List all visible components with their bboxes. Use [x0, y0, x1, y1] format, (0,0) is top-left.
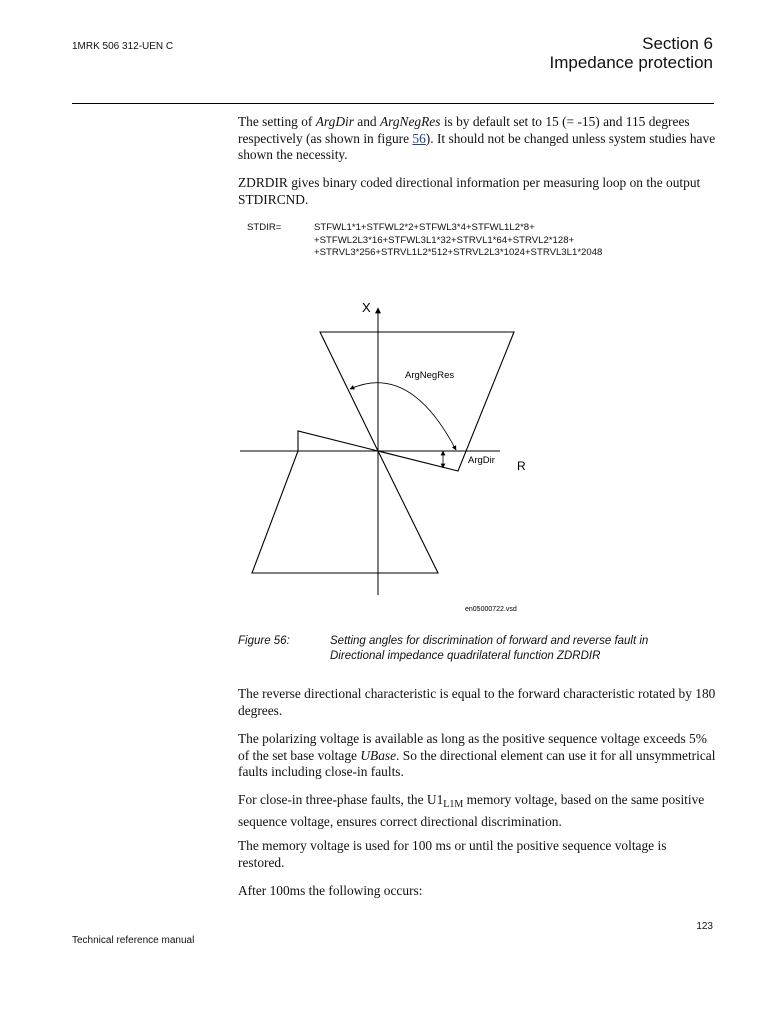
formula-line: +STRVL3*256+STRVL1L2*512+STRVL2L3*1024+STRVL3L1*2048	[314, 247, 603, 258]
formula-body	[314, 222, 694, 260]
argnegres-term: ArgNegRes	[379, 114, 441, 129]
argnegres-arc	[350, 383, 456, 450]
document-id: 1MRK 506 312-UEN C	[72, 41, 174, 52]
argdir-term: ArgDir	[315, 114, 354, 129]
axis-r-label: R	[517, 459, 526, 473]
page-number: 123	[696, 921, 713, 932]
argdir-label: ArgDir	[468, 455, 495, 466]
argnegres-label: ArgNegRes	[405, 370, 455, 381]
paragraph-reverse-characteristic: The reverse directional characteristic is equal to the forward characteristic rotated by 180 degrees.	[238, 686, 716, 718]
section-number: Section 6	[642, 34, 713, 53]
directional-characteristic-diagram	[230, 290, 540, 615]
figure-56-link[interactable]: 56	[412, 130, 426, 146]
ubase-term: UBase	[360, 747, 397, 763]
figure-caption-text: Setting angles for discrimination of forward and reverse fault in Directional impedance quadrilateral function ZDRDIR	[330, 635, 649, 662]
paragraph-polarizing-voltage: The polarizing voltage is available as long as the positive sequence voltage exceeds 5% of the set base voltage UBase. So the directional element can use it for all unsymmetrical faults including close-in faults.	[238, 731, 716, 779]
figure-number: Figure 56:	[238, 635, 290, 647]
axis-x-label: X	[362, 300, 371, 315]
reverse-characteristic	[252, 431, 438, 573]
paragraph-zdrdir: ZDRDIR gives binary coded directional information per measuring loop on the output STDIRCND.	[238, 175, 701, 207]
section-title: Impedance protection	[549, 53, 713, 72]
header-divider	[72, 103, 714, 104]
paragraph-memory-duration: The memory voltage is used for 100 ms or until the positive sequence voltage is restored.	[238, 838, 667, 870]
forward-characteristic	[320, 332, 514, 471]
paragraph-after-100ms: After 100ms the following occurs:	[238, 883, 423, 898]
formula-label: STDIR=	[247, 222, 282, 233]
footer-manual-title: Technical reference manual	[72, 935, 195, 946]
subscript-l1m: L1M	[443, 799, 464, 810]
paragraph-memory-voltage: For close-in three-phase faults, the $U1_{L1M}$ memory voltage, based on the same positive sequence voltage, ensures correct directional discrimination.	[238, 792, 705, 829]
section-heading	[550, 34, 714, 72]
formula-line: STFWL1*1+STFWL2*2+STFWL3*4+STFWL1L2*8+	[314, 222, 535, 233]
formula-line: +STFWL2L3*16+STFWL3L1*32+STRVL1*64+STRVL2*128+	[314, 234, 575, 246]
figure-file-name: en05000722.vsd	[465, 606, 517, 613]
paragraph-setting-defaults: The setting of ArgDir and ArgNegRes is by default set to 15 (= -15) and 115 degrees respectively (as shown in figure 56). It should not be changed unless system studies have shown the necessity.	[238, 114, 716, 162]
